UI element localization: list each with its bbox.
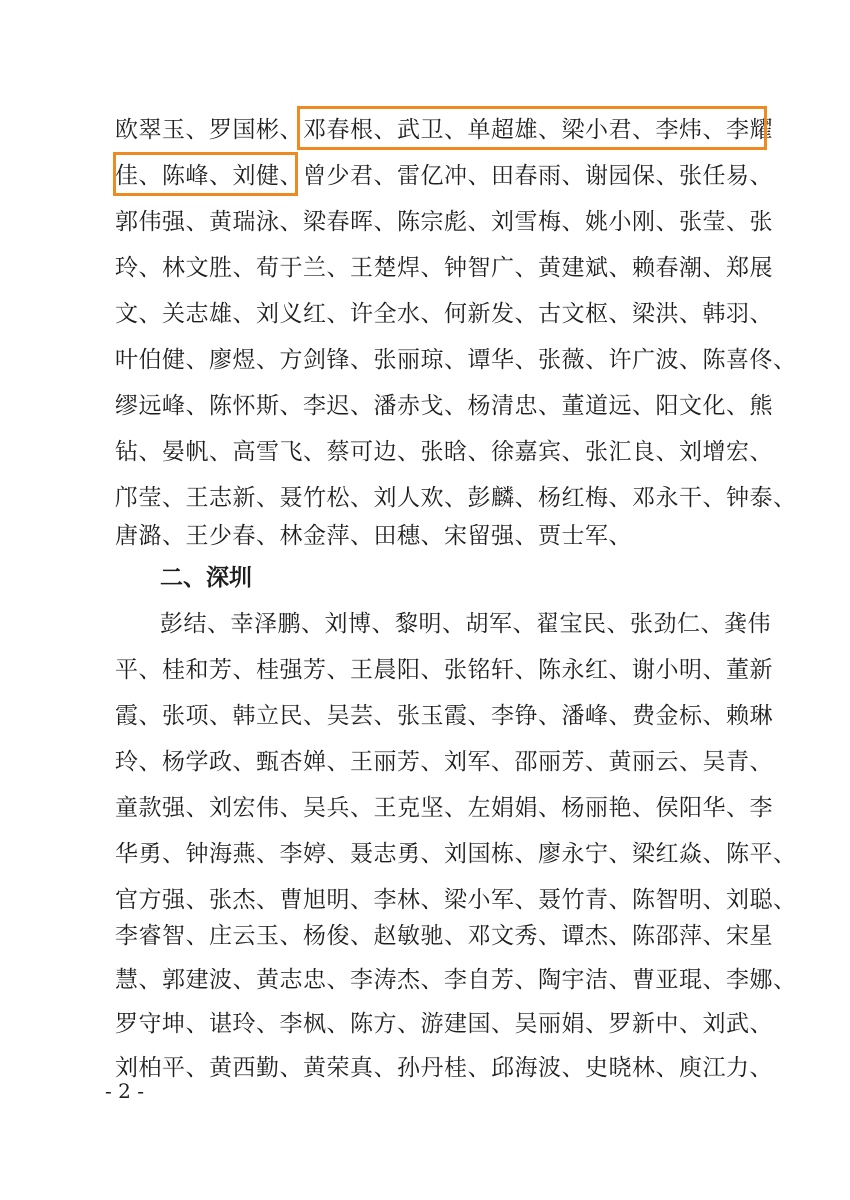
name-line: 罗守坤、谌玲、李枫、陈方、游建国、吴丽娟、罗新中、刘武、 bbox=[115, 1011, 773, 1037]
name-line: 霞、张项、韩立民、吴芸、张玉霞、李铮、潘峰、费金标、赖琳 bbox=[115, 703, 773, 729]
name-line: 童款强、刘宏伟、吴兵、王克坚、左娟娟、杨丽艳、侯阳华、李 bbox=[115, 795, 773, 821]
name-line: 彭结、幸泽鹏、刘博、黎明、胡军、翟宝民、张劲仁、龚伟 bbox=[160, 611, 771, 637]
name-line: 刘柏平、黄西勤、黄荣真、孙丹桂、邱海波、史晓林、庾江力、 bbox=[115, 1055, 773, 1081]
name-line: 郭伟强、黄瑞泳、梁春晖、陈宗彪、刘雪梅、姚小刚、张莹、张 bbox=[115, 209, 773, 235]
name-line: 佳、陈峰、刘健、曾少君、雷亿冲、田春雨、谢园保、张任易、 bbox=[115, 163, 773, 189]
name-line: 邝莹、王志新、聂竹松、刘人欢、彭麟、杨红梅、邓永干、钟泰、 bbox=[115, 485, 797, 511]
name-line: 文、关志雄、刘义红、许全水、何新发、古文枢、梁洪、韩羽、 bbox=[115, 301, 773, 327]
name-line: 玲、林文胜、荀于兰、王楚焊、钟智广、黄建斌、赖春潮、郑展 bbox=[115, 255, 773, 281]
name-line: 叶伯健、廖煜、方剑锋、张丽琼、谭华、张薇、许广波、陈喜佟、 bbox=[115, 347, 797, 373]
page-number: - 2 - bbox=[105, 1079, 144, 1103]
name-line: 官方强、张杰、曹旭明、李林、梁小军、聂竹青、陈智明、刘聪、 bbox=[115, 887, 797, 913]
name-line: 缪远峰、陈怀斯、李迟、潘赤戈、杨清忠、董道远、阳文化、熊 bbox=[115, 393, 773, 419]
name-line: 平、桂和芳、桂强芳、王晨阳、张铭轩、陈永红、谢小明、董新 bbox=[115, 657, 773, 683]
section-heading-shenzhen: 二、深圳 bbox=[160, 565, 252, 591]
name-line: 钻、晏帆、高雪飞、蔡可边、张晗、徐嘉宾、张汇良、刘增宏、 bbox=[115, 439, 773, 465]
name-line: 欧翠玉、罗国彬、邓春根、武卫、单超雄、梁小君、李炜、李耀 bbox=[115, 117, 773, 143]
name-line: 唐潞、王少春、林金萍、田穗、宋留强、贾士军、 bbox=[115, 523, 632, 549]
name-line: 慧、郭建波、黄志忠、李涛杰、李自芳、陶宇洁、曹亚琨、李娜、 bbox=[115, 967, 797, 993]
name-line: 玲、杨学政、甄杏婵、王丽芳、刘军、邵丽芳、黄丽云、吴青、 bbox=[115, 749, 773, 775]
name-line: 华勇、钟海燕、李婷、聂志勇、刘国栋、廖永宁、梁红焱、陈平、 bbox=[115, 841, 797, 867]
name-line: 李睿智、庄云玉、杨俊、赵敏驰、邓文秀、谭杰、陈邵萍、宋星 bbox=[115, 923, 773, 949]
